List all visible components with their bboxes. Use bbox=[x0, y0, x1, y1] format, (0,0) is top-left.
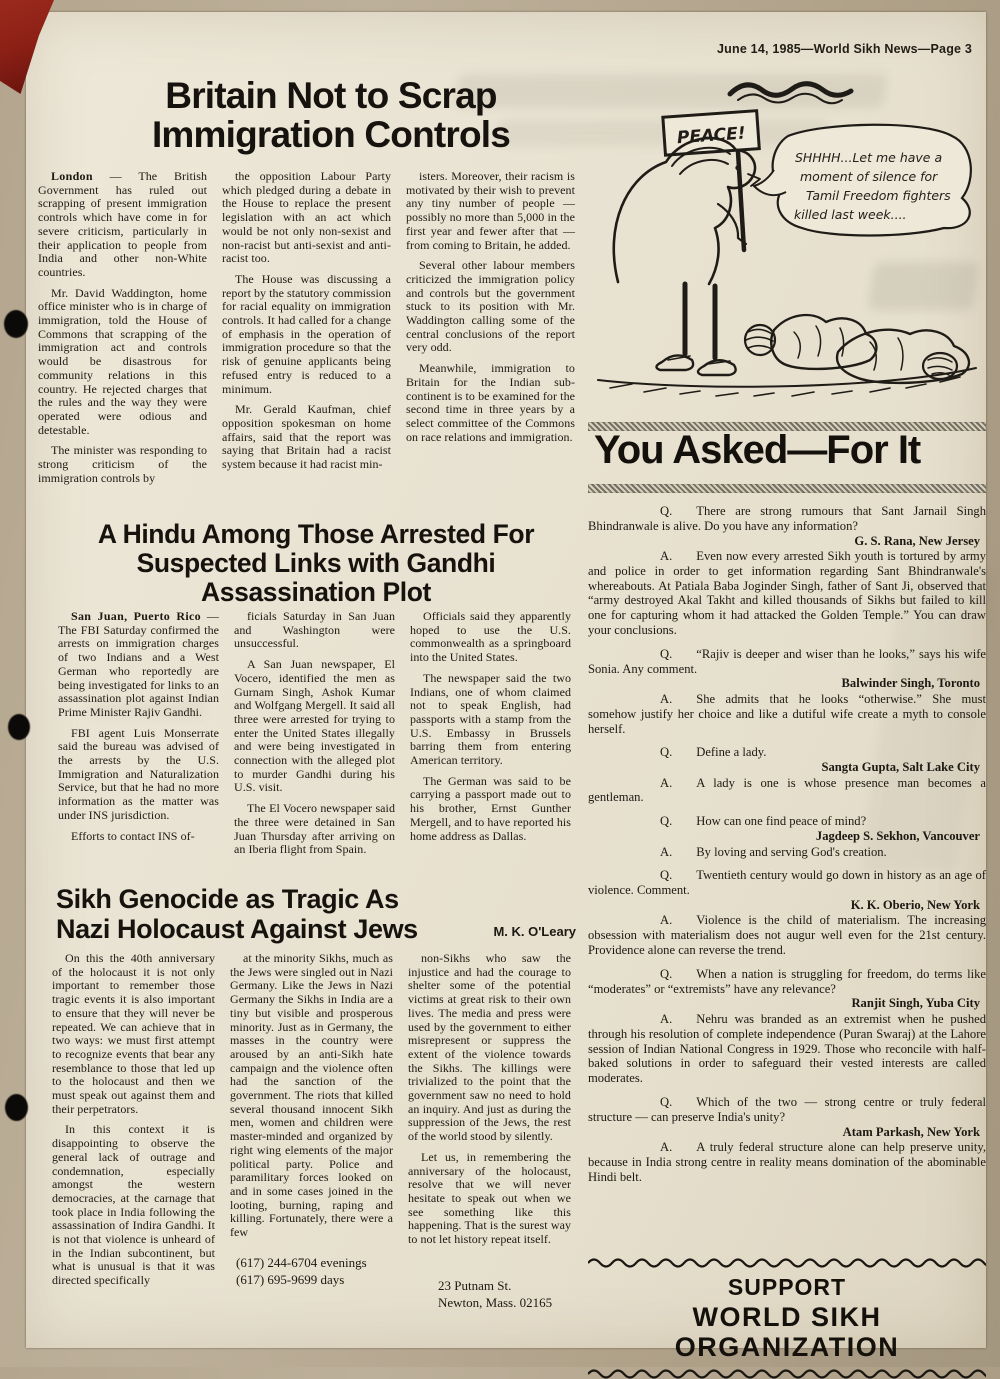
paragraph: Meanwhile, immigration to Britain for the Indian sub-continent is to be examined for the second time in three years by a select committee of the Commons on race relations and immigration. bbox=[406, 361, 575, 444]
britain-column-3 bbox=[406, 170, 575, 492]
question-body: Define a lady. bbox=[696, 745, 767, 760]
attribution: K. K. Oberio, New York bbox=[850, 897, 980, 912]
dateline-lead: San Juan, Puerto Rico bbox=[71, 609, 201, 623]
answer-text bbox=[588, 549, 986, 638]
answer-text bbox=[588, 692, 986, 736]
wavy-rule-bottom bbox=[588, 1367, 986, 1379]
a-label: A. bbox=[660, 549, 673, 564]
paragraph: In this context it is disappointing to observe the general lack of outrage and condemnation, especially amongst the western democracies, at the carnage that took place in India following the assassination of Indira Gandhi. It is not that violence is unheard of in the Indian subcontinent, but what is unusual is that it was directed specifically bbox=[52, 1122, 215, 1288]
turban-cloth-squiggle bbox=[730, 84, 851, 96]
answer-body: A lady is one is whose presence man becomes a gentleman. bbox=[588, 775, 986, 805]
attribution: Atam Parkash, New York bbox=[842, 1124, 980, 1139]
a-label: A. bbox=[660, 775, 673, 790]
punch-hole bbox=[4, 310, 28, 338]
turban-cloth-inner-line bbox=[738, 94, 842, 104]
q-label: Q. bbox=[660, 966, 673, 981]
paragraph-text: — The FBI Saturday confirmed the arrests on immigration charges of two Indians and a West German who reportedly are being investigated for links to an assassination plot against Indian Prime Minister Rajiv Gandhi. bbox=[58, 609, 219, 719]
attribution: Balwinder Singh, Toronto bbox=[841, 676, 980, 691]
genocide-article-header bbox=[56, 884, 586, 944]
question-body: When a nation is struggling for freedom, do terms like “moderates” or “extremists” have any relevance? bbox=[588, 966, 986, 996]
fallen-bodies bbox=[745, 315, 969, 383]
byline: M. K. O'Leary bbox=[493, 924, 576, 939]
dateline-lead: London bbox=[51, 169, 93, 183]
hindu-column-2 bbox=[234, 610, 395, 864]
genocide-column-1 bbox=[52, 952, 215, 1311]
genocide-article-body bbox=[52, 952, 586, 1311]
qa-list bbox=[588, 504, 986, 1193]
phone-evenings: (617) 244-6704 evenings bbox=[236, 1254, 367, 1270]
question-text bbox=[588, 967, 986, 997]
address-city: Newton, Mass. 02165 bbox=[438, 1294, 553, 1310]
newspaper-page bbox=[26, 12, 986, 1362]
bubble-text-line3: Tamil Freedom fighters bbox=[806, 188, 951, 203]
question-body: Twentieth century would go down in history as an age of violence. Comment. bbox=[588, 868, 986, 898]
paragraph: isters. Moreover, their racism is motivated by their wish to prevent any tiny number of people — possibly no more than 5,000 in the first year and fewer after that — from coming to Britain, he added. bbox=[406, 169, 575, 252]
attribution: Jagdeep S. Sekhon, Vancouver bbox=[815, 829, 980, 844]
hatched-rule-bottom bbox=[588, 484, 986, 493]
paragraph: Mr. Gerald Kaufman, chief opposition spokesman on home affairs, said that the report was saying that Britain had a racist system because it had racist min- bbox=[222, 402, 391, 472]
a-label: A. bbox=[660, 1140, 673, 1154]
phone-days: (617) 695-9699 days bbox=[236, 1271, 345, 1287]
qa-item bbox=[588, 647, 986, 736]
speech-bubble bbox=[754, 125, 971, 236]
attribution: G. S. Rana, New Jersey bbox=[854, 533, 980, 548]
paragraph: On this the 40th anniversary of the holocaust it is not only important to remember those tragic events it is also important to ensure that they will never be repeated. We can achieve that in two ways: we must first attempt to recognize events that bear any resemblance to those that led up to the holocaust and then we must speak out against them and their perpetrators. bbox=[52, 951, 215, 1116]
britain-column-1 bbox=[38, 170, 207, 492]
hindu-article-body bbox=[58, 610, 586, 864]
answer-text bbox=[588, 1012, 986, 1086]
qa-item bbox=[588, 814, 986, 859]
hindu-column-1 bbox=[58, 610, 219, 864]
qa-item bbox=[588, 967, 986, 1086]
question-text bbox=[588, 647, 986, 677]
bubble-text-line1: SHHHH...Let me have a bbox=[795, 150, 943, 165]
a-label: A. bbox=[660, 691, 673, 706]
question-text bbox=[588, 745, 986, 760]
paragraph: The El Vocero newspaper said the three were detained in San Juan Thursday after arriving on an Iberia flight from Spain. bbox=[234, 801, 395, 857]
answer-body: Violence is the child of materialism. The increasing obsession with materialism does not augur well even for the 21st century. Providence alone can reverse the trend. bbox=[588, 913, 986, 958]
genocide-column-3 bbox=[408, 952, 571, 1311]
paragraph: the opposition Labour Party which pledged during a debate in the House to replace the present legislation with an act which would be not only non-sexist and non-racist but anti-sexist and anti-racist too. bbox=[222, 169, 391, 266]
answer-text bbox=[588, 845, 986, 860]
paragraph: Several other labour members criticized the immigration policy and controls but the government stuck to its position with Mr. Waddington calling some of the central conclusions of the report very odd. bbox=[406, 258, 575, 355]
question-text bbox=[588, 1095, 986, 1125]
q-label: Q. bbox=[660, 646, 673, 661]
paragraph-text: — The British Government has ruled out scrapping of present immigration controls which have come in for severe criticism, particularly in their application to people from India and other non-White countries. bbox=[38, 169, 207, 279]
q-label: Q. bbox=[660, 814, 673, 829]
paragraph: non-Sikhs who saw the injustice and had the courage to shelter some of the potential victims at great risk to their own lives. The media and press were used by the government to either misrepresent or suppress the extent of the violence towards the Sikhs. The killings were trivialized to the point that the government saw no need to hold an inquiry. And just as during the suppression of the Jews, the rest of the world stood by silently. bbox=[408, 951, 571, 1144]
headline-genocide-line1: Sikh Genocide as Tragic As bbox=[56, 884, 399, 914]
answer-text bbox=[588, 776, 986, 806]
question-text bbox=[588, 814, 986, 829]
genocide-column-2 bbox=[230, 952, 393, 1311]
qa-item bbox=[588, 504, 986, 638]
britain-article-body bbox=[38, 170, 590, 492]
q-label: Q. bbox=[660, 745, 673, 760]
address-street: 23 Putnam St. bbox=[438, 1277, 512, 1293]
question-body: How can one find peace of mind? bbox=[696, 814, 867, 829]
answer-body: A truly federal structure alone can help preserve unity, because in India strong centre in reality means domination of the abominable Hindi belt. bbox=[588, 1140, 986, 1184]
paragraph: Efforts to contact INS of- bbox=[71, 828, 195, 843]
paragraph: at the minority Sikhs, much as the Jews were singled out in Nazi Germany. Like the Jews in Nazi Germany the Sikhs in India are a tiny but visible and prosperous minority. Just as in Germany, the masses in the country were aroused by an anti-Sikh hate campaign and the violence often had the sanction of the government. The riots that killed several thousand innocent Sikh men, women and children were master-minded and organized by right wing elements of the major political party. Police and paramilitary forces looked on and in some cases joined in the looting, burning, raping and killing. Fortunately, there were a few bbox=[230, 951, 393, 1240]
qa-item bbox=[588, 1095, 986, 1184]
support-line1: SUPPORT bbox=[727, 1274, 847, 1300]
support-line2: WORLD SIKH ORGANIZATION bbox=[674, 1302, 900, 1362]
answer-text bbox=[588, 913, 986, 957]
paragraph bbox=[58, 610, 219, 720]
paragraph: Let us, in remembering the anniversary of the holocaust, resolve that we will never hesitate to speak out when we see something like this happening. That is the surest way to not let history repeat itself. bbox=[408, 1149, 571, 1247]
attribution: Sangta Gupta, Salt Lake City bbox=[821, 760, 980, 775]
question-text bbox=[588, 868, 986, 898]
answer-text bbox=[588, 1140, 986, 1184]
paragraph: ficials Saturday in San Juan and Washington were unsuccessful. bbox=[234, 609, 395, 651]
paragraph: A San Juan newspaper, El Vocero, identified the men as Gurnam Singh, Ashok Kumar and Wolfgang Mergell. It said all three were arrested for trying to enter the United States illegally and were being investigated in connection with the alleged plot to murder Gandhi during his U.S. visit. bbox=[234, 657, 395, 795]
paragraph: The newspaper said the two Indians, one of whom claimed not to speak English, had passports with a stamp from the U.S. Embassy in Brussels barring them from entering American territory. bbox=[410, 670, 571, 768]
contact-phones bbox=[230, 1254, 393, 1288]
q-label: Q. bbox=[660, 1094, 673, 1109]
headline-hindu-article: A Hindu Among Those Arrested For Suspected Links with Gandhi Assassination Plot bbox=[97, 519, 535, 607]
headline-britain-article: Britain Not to Scrap Immigration Controls bbox=[151, 75, 511, 155]
question-text bbox=[588, 504, 986, 534]
question-body: There are strong rumours that Sant Jarnail Singh Bhindranwale is alive. Do you have any information? bbox=[588, 504, 986, 533]
britain-column-2 bbox=[222, 170, 391, 492]
qa-section-title: You Asked—For It bbox=[594, 428, 921, 472]
paragraph: The German was said to be carrying a passport made out to his brother, Ernst Gunther Mergell, and to have reported his home address as Dallas. bbox=[410, 773, 571, 843]
peace-sign-text: PEACE! bbox=[676, 123, 747, 149]
answer-body: By loving and serving God's creation. bbox=[696, 844, 887, 859]
a-label: A. bbox=[660, 913, 673, 928]
attribution: Ranjit Singh, Yuba City bbox=[851, 996, 980, 1011]
support-box bbox=[588, 1256, 986, 1379]
question-body: “Rajiv is deeper and wiser than he looks,” says his wife Sonia. Any comment. bbox=[588, 646, 986, 676]
q-label: Q. bbox=[660, 504, 673, 518]
paragraph bbox=[38, 170, 207, 280]
bubble-text-line2: moment of silence for bbox=[800, 169, 938, 184]
punch-hole bbox=[8, 714, 30, 740]
punch-hole bbox=[5, 1094, 28, 1121]
bubble-text-line4: killed last week.... bbox=[794, 207, 907, 222]
headline-genocide-line2: Nazi Holocaust Against Jews bbox=[56, 914, 418, 944]
masthead-dateline: June 14, 1985—World Sikh News—Page 3 bbox=[717, 42, 972, 56]
answer-body: She admits that he looks “otherwise.” She must somehow justify her choice and like a dutiful wife create a myth to console herself. bbox=[588, 691, 986, 736]
a-label: A. bbox=[660, 844, 673, 859]
wavy-rule-top bbox=[588, 1256, 986, 1268]
paragraph: FBI agent Luis Monserrate said the bureau was advised of the arrests by the U.S. Immigration and Naturalization Service, but that he had no more information as the matter was under INS jurisdiction. bbox=[58, 725, 219, 822]
hindu-column-3 bbox=[410, 610, 571, 864]
paragraph: The House was discussing a report by the statutory commission for racial equality on immigration controls. It had called for a change of emphasis in the operation of immigration procedure so that the risk of genuine applicants being refused entry is reduced to a minimum. bbox=[222, 271, 392, 396]
a-label: A. bbox=[660, 1011, 673, 1026]
paragraph: The minister was responding to strong criticism of the immigration controls by bbox=[38, 443, 207, 485]
answer-body: Nehru was branded as an extremist when he pushed through his resolution of complete independence (Puran Swaraj) at the Lahore session of Indian National Congress in 1929. Those who reconcile with half-baked solutions in order to safeguard their vested interests are called moderates. bbox=[588, 1011, 986, 1086]
question-body: Which of the two — strong centre or truly federal structure — can preserve India's unity? bbox=[588, 1094, 986, 1124]
answer-body: Even now every arrested Sikh youth is tortured by army and police in order to get information regarding Sant Bhindranwale's whereabouts. At Patiala Baba Joginder Singh, father of Sant Ji, observed that “army destroyed Akal Takht and killed thousands of Sikhs but failed to kill one for capturing whom it had attacked the Golden Temple.” You can draw your conclusions. bbox=[588, 549, 986, 638]
mailing-address bbox=[408, 1277, 571, 1311]
qa-item bbox=[588, 745, 986, 805]
paragraph: Mr. David Waddington, home office minister who is in charge of immigration, told the House of Commons that scrapping of the immigration act and controls would be disastrous for community relations in this country. He rejected charges that the rules and the way they were operated were odious and detestable. bbox=[38, 285, 207, 437]
editorial-cartoon-illustration bbox=[588, 74, 984, 410]
q-label: Q. bbox=[660, 868, 673, 883]
paragraph: Officials said they apparently hoped to use the U.S. commonwealth as a springboard into the United States. bbox=[410, 609, 571, 665]
qa-item bbox=[588, 868, 986, 957]
